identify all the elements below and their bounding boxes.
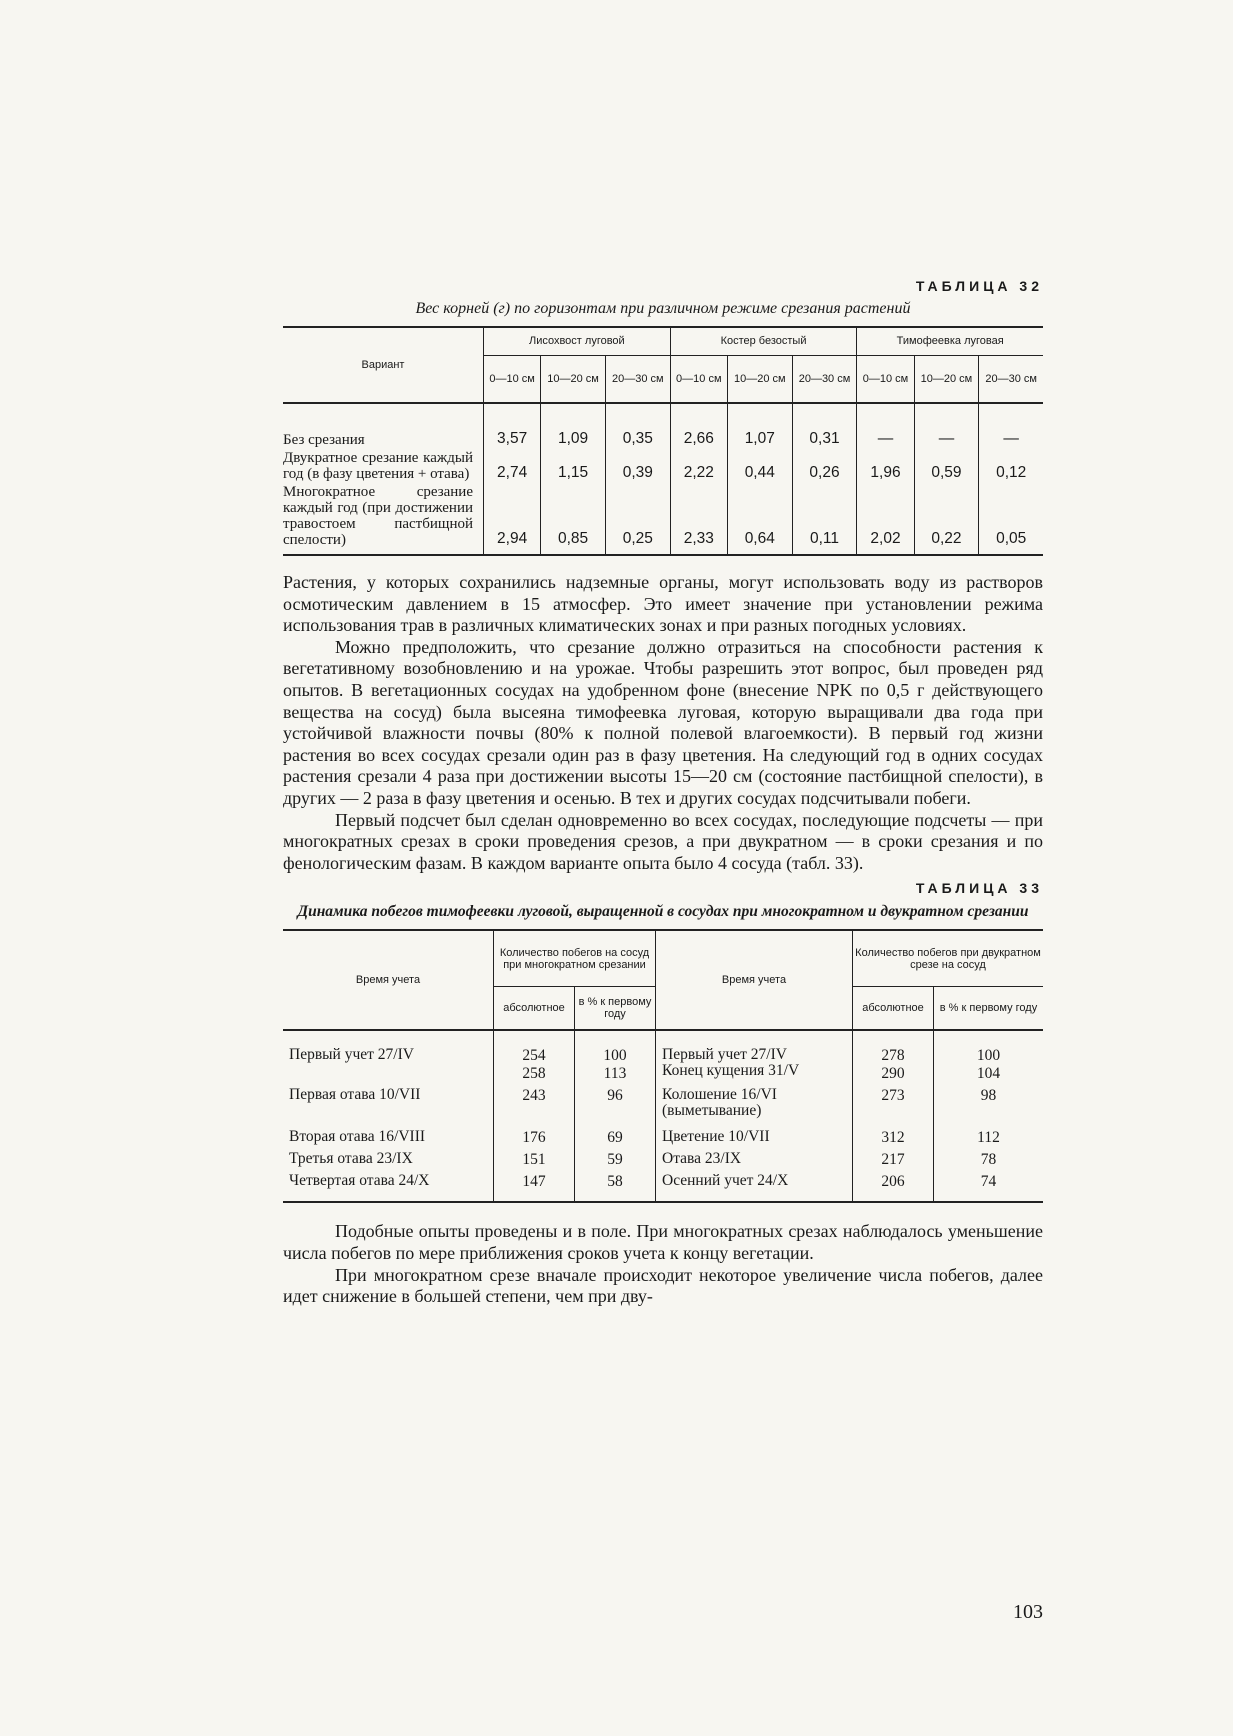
cell: 0,11 [792, 484, 857, 555]
header-depth: 10—20 см [914, 355, 979, 403]
row-time: Первая отава 10/VII [283, 1085, 494, 1127]
cell: 1,96 [857, 450, 914, 484]
header-depth: 0—10 см [670, 355, 727, 403]
cell: 2,66 [670, 403, 727, 450]
cell: 147 [494, 1171, 575, 1202]
cell: — [857, 403, 914, 450]
header-depth: 0—10 см [484, 355, 541, 403]
cell: 69 [575, 1127, 656, 1149]
document-page [283, 278, 1043, 1308]
table-row [283, 1085, 1043, 1127]
cell: 0,22 [914, 484, 979, 555]
cell: 59 [575, 1149, 656, 1171]
header-depth: 20—30 см [979, 355, 1043, 403]
cell: 0,05 [979, 484, 1043, 555]
cell: 243 [494, 1085, 575, 1127]
header-pct: в % к первому году [575, 986, 656, 1030]
cell: 0,44 [727, 450, 792, 484]
header-species-1: Лисохвост луговой [484, 327, 671, 355]
cell: — [914, 403, 979, 450]
header-depth: 20—30 см [605, 355, 670, 403]
paragraph: Первый подсчет был сделан одновременно во всех сосудах, последующие подсчеты — при многократных срезах в сроки проведения срезов, а при двукратном — в сроки срезания и по фенологическим фазам. В каждом варианте опыта было 4 сосуда (табл. 33). [283, 809, 1043, 873]
cell: 151 [494, 1149, 575, 1171]
cell: 0,26 [792, 450, 857, 484]
cell: 1,07 [727, 403, 792, 450]
row-variant: Многократное срезание каждый год (при достижении травостоем пастбищной спелости) [283, 484, 484, 555]
paragraph: Растения, у которых сохранились надземные органы, могут использовать воду из растворов осмотическим давлением в 15 атмосфер. Это имеет значение при установлении режима использования трав в различных климатических зонах и при разных погодных условиях. [283, 572, 1043, 636]
cell: 217 [853, 1149, 934, 1171]
cell: 78 [934, 1149, 1044, 1171]
table-row [283, 403, 1043, 450]
cell: 176 [494, 1127, 575, 1149]
header-depth: 10—20 см [541, 355, 606, 403]
row-variant: Без срезания [283, 403, 484, 450]
table-33-label: ТАБЛИЦА 33 [915, 880, 1043, 897]
cell: 312 [853, 1127, 934, 1149]
cell: 112 [934, 1127, 1044, 1149]
header-time: Время учета [656, 930, 853, 1030]
cell: 206 [853, 1171, 934, 1202]
header-double-group: Количество побегов при двукратном срезе на сосуд [853, 930, 1044, 986]
cell: 1,15 [541, 450, 606, 484]
cell: 273 [853, 1085, 934, 1127]
table-32-label: ТАБЛИЦА 32 [915, 278, 1043, 294]
table-33 [283, 929, 1043, 1203]
cell: 96 [575, 1085, 656, 1127]
table-row [283, 450, 1043, 484]
cell: 0,39 [605, 450, 670, 484]
table-row [283, 1149, 1043, 1171]
cell: 2,22 [670, 450, 727, 484]
cell: 0,12 [979, 450, 1043, 484]
cell: 2,94 [484, 484, 541, 555]
cell: 0,85 [541, 484, 606, 555]
cell: 2,74 [484, 450, 541, 484]
row-variant: Двукратное срезание каждый год (в фазу цветения + отава) [283, 450, 484, 484]
header-time: Время учета [283, 930, 494, 1030]
header-depth: 0—10 см [857, 355, 914, 403]
header-depth: 10—20 см [727, 355, 792, 403]
cell: 2,02 [857, 484, 914, 555]
header-abs: абсолютное [853, 986, 934, 1030]
row-time: Первый учет 27/IV Конец кущения 31/V [656, 1030, 853, 1085]
paragraph: Подобные опыты проведены и в поле. При многократных срезах наблюдалось уменьшение числа побегов по мере приближения сроков учета к концу вегетации. [283, 1221, 1043, 1263]
row-time: Отава 23/IX [656, 1149, 853, 1171]
row-time: Первый учет 27/IV [283, 1030, 494, 1085]
row-time: Вторая отава 16/VIII [283, 1127, 494, 1149]
cell: — [979, 403, 1043, 450]
row-time: Цветение 10/VII [656, 1127, 853, 1149]
header-variant: Вариант [283, 327, 484, 403]
cell: 0,64 [727, 484, 792, 555]
cell: 0,35 [605, 403, 670, 450]
page-number: 103 [1013, 1601, 1043, 1623]
table-row [283, 1171, 1043, 1202]
table-33-title: Динамика побегов тимофеевки луговой, выращенной в сосудах при многократном и двукратном срезании [297, 903, 1029, 921]
table-row [283, 1127, 1043, 1149]
header-species-2: Костер безостый [670, 327, 857, 355]
paragraph: При многократном срезе вначале происходит некоторое увеличение числа побегов, далее идет снижение в большей степени, чем при дву- [283, 1264, 1043, 1307]
cell: 0,31 [792, 403, 857, 450]
table-row [283, 484, 1043, 555]
row-time: Осенний учет 24/X [656, 1171, 853, 1202]
cell: 74 [934, 1171, 1044, 1202]
table-row [283, 1030, 1043, 1085]
cell: 0,25 [605, 484, 670, 555]
row-time: Третья отава 23/IX [283, 1149, 494, 1171]
cell: 3,57 [484, 403, 541, 450]
row-time: Колошение 16/VI (выметывание) [656, 1085, 853, 1127]
header-depth: 20—30 см [792, 355, 857, 403]
header-abs: абсолютное [494, 986, 575, 1030]
header-multi-group: Количество побегов на сосуд при многократном срезании [494, 930, 656, 986]
cell: 278 290 [853, 1030, 934, 1085]
paragraph: Можно предположить, что срезание должно отразиться на способности растения к вегетативному возобновлению и на урожае. Чтобы разрешить этот вопрос, был проведен ряд опытов. В вегетационных сосудах на удобренном фоне (внесение NPK по 0,5 г действующего вещества на сосуд) была высеяна тимофеевка луговая, которую выращивали два года при устойчивой влажности почвы (80% к полной полевой влагоемкости). В первый год жизни растения во всех сосудах срезали один раз в фазу цветения. На следующий год в одних сосудах растения срезали 4 раза при достижении высоты 15—20 см (состояние пастбищной спелости), в других — 2 раза в фазу цветения и осенью. В тех и других сосудах подсчитывали побеги. [283, 636, 1043, 808]
row-time: Четвертая отава 24/X [283, 1171, 494, 1202]
cell: 58 [575, 1171, 656, 1202]
cell: 100 104 [934, 1030, 1044, 1085]
header-species-3: Тимофеевка луговая [857, 327, 1043, 355]
cell: 1,09 [541, 403, 606, 450]
cell: 100 113 [575, 1030, 656, 1085]
table-32-title: Вес корней (г) по горизонтам при различном режиме срезания растений [415, 300, 911, 317]
header-pct: в % к первому году [934, 986, 1044, 1030]
cell: 98 [934, 1085, 1044, 1127]
cell: 254 258 [494, 1030, 575, 1085]
table-32 [283, 326, 1043, 556]
cell: 2,33 [670, 484, 727, 555]
cell: 0,59 [914, 450, 979, 484]
